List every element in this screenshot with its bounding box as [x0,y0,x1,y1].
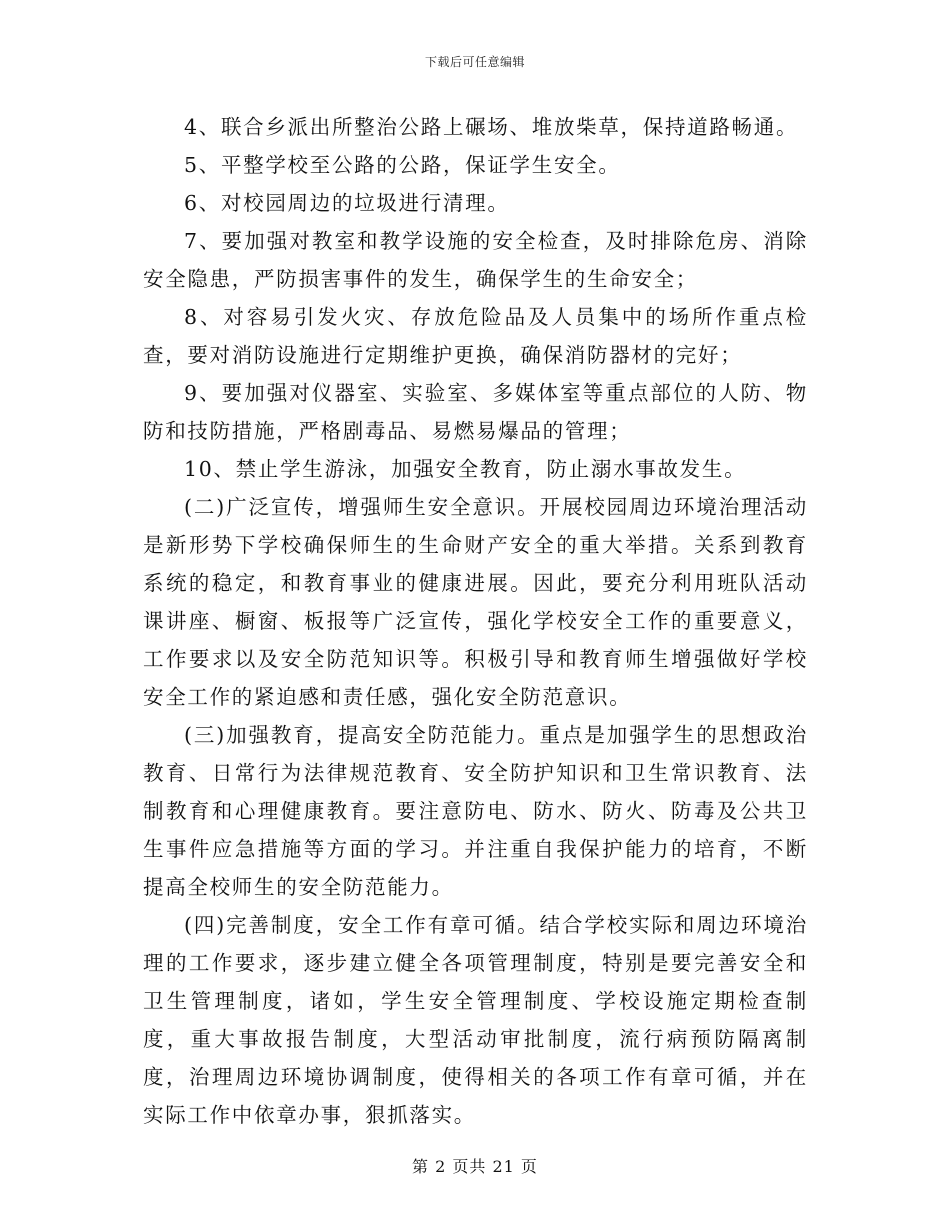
header-note: 下载后可任意编辑 [424,55,525,69]
paragraph-section-3: (三)加强教育，提高安全防范能力。重点是加强学生的思想政治教育、日常行为法律规范教育、安全防护知识和卫生常识教育、法制教育和心理健康教育。要注意防电、防水、防火、防毒及公共卫生事件应急措施等方面的学习。并注重自我保护能力的培育，不断提高全校师生的安全防范能力。 [143,723,808,899]
paragraph-item-9: 9、要加强对仪器室、实验室、多媒体室等重点部位的人防、物防和技防措施，严格剧毒品、易燃易爆品的管理； [143,381,808,443]
paragraph-item-10: 10、禁止学生游泳，加强安全教育，防止溺水事故发生。 [184,457,747,481]
paragraph-item-8: 8、对容易引发火灾、存放危险品及人员集中的场所作重点检查，要对消防设施进行定期维护更换，确保消防器材的完好； [143,305,808,367]
paragraph-item-5: 5、平整学校至公路的公路，保证学生安全。 [184,153,621,177]
paragraph-item-6: 6、对校园周边的垃圾进行清理。 [184,191,510,215]
page-number-footer: 第 2 页共 21 页 [412,1157,538,1176]
paragraph-item-4: 4、联合乡派出所整治公路上碾场、堆放柴草，保持道路畅通。 [184,115,799,139]
paragraph-item-7: 7、要加强对教室和教学设施的安全检查，及时排除危房、消除安全隐患，严防损害事件的发生，确保学生的生命安全； [143,229,808,291]
paragraph-section-2: (二)广泛宣传，增强师生安全意识。开展校园周边环境治理活动是新形势下学校确保师生的生命财产安全的重大举措。关系到教育系统的稳定，和教育事业的健康进展。因此，要充分利用班队活动课讲座、橱窗、板报等广泛宣传，强化学校安全工作的重要意义，工作要求以及安全防范知识等。积极引导和教育师生增强做好学校安全工作的紧迫感和责任感，强化安全防范意识。 [143,495,808,709]
paragraph-section-4: (四)完善制度，安全工作有章可循。结合学校实际和周边环境治理的工作要求，逐步建立健全各项管理制度，特别是要完善安全和卫生管理制度，诸如，学生安全管理制度、学校设施定期检查制度，重大事故报告制度，大型活动审批制度，流行病预防隔离制度，治理周边环境协调制度，使得相关的各项工作有章可循，并在实际工作中依章办事，狠抓落实。 [143,913,808,1127]
document-body [143,108,808,1134]
